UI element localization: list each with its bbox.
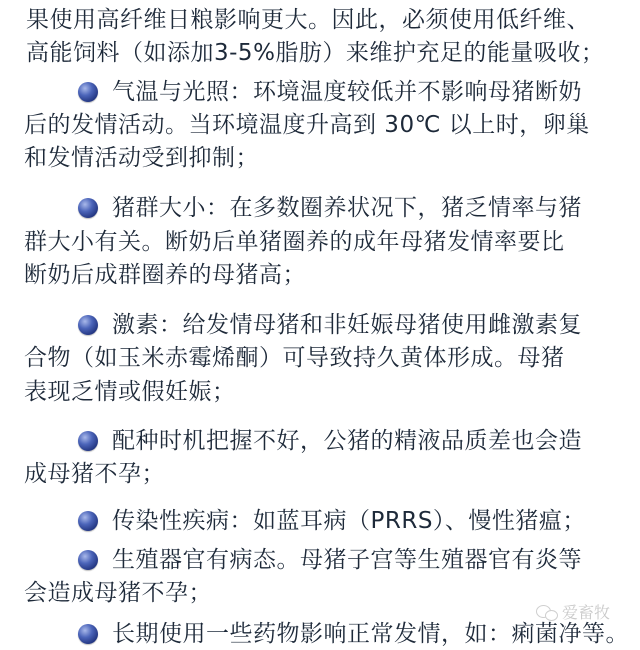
item-herd-size-line-3: 断奶后成群圈养的母猪高； bbox=[24, 262, 306, 288]
bullet-dot-icon bbox=[78, 82, 98, 102]
item-temperature-line-3: 和发情活动受到抑制； bbox=[24, 145, 259, 171]
bullet-dot-icon bbox=[78, 198, 98, 218]
item-hormone-first-line: 激素：给发情母猪和非妊娠母猪使用雌激素复 bbox=[112, 312, 582, 338]
item-herd-size-line-2: 群大小有关。断奶后单猪圈养的成年母猪发情率要比 bbox=[24, 229, 565, 255]
item-temperature-first-line: 气温与光照：环境温度较低并不影响母猪断奶 bbox=[112, 79, 582, 105]
watermark-text: 爱畜牧 bbox=[561, 603, 610, 622]
item-infectious-disease-line: 传染性疾病：如蓝耳病（PRRS）、慢性猪瘟； bbox=[112, 508, 586, 534]
bullet-dot-icon bbox=[78, 550, 98, 570]
watermark bbox=[536, 600, 610, 623]
item-hormone-line-2: 合物（如玉米赤霉烯酮）可导致持久黄体形成。母猪 bbox=[24, 345, 565, 371]
item-medication-line: 长期使用一些药物影响正常发情，如：痢菌净等。 bbox=[112, 621, 629, 647]
intro-line-2: 高能饲料（如添加3-5%脂肪）来维护充足的能量吸收； bbox=[26, 40, 605, 66]
bullet-dot-icon bbox=[78, 315, 98, 335]
bullet-dot-icon bbox=[78, 431, 98, 451]
bullet-dot-icon bbox=[78, 511, 98, 531]
item-hormone-line-3: 表现乏情或假妊娠； bbox=[24, 379, 236, 405]
intro-line-1: 果使用高纤维日粮影响更大。因此，必须使用低纤维、 bbox=[26, 7, 590, 33]
item-reproductive-organ-line-2: 会造成母猪不孕； bbox=[24, 580, 212, 606]
item-herd-size-first-line: 猪群大小：在多数圈养状况下，猪乏情率与猪 bbox=[112, 195, 582, 221]
bullet-dot-icon bbox=[78, 624, 98, 644]
wechat-icon bbox=[536, 604, 558, 620]
item-temperature-line-2: 后的发情活动。当环境温度升高到 30℃ 以上时，卵巢 bbox=[24, 112, 590, 138]
item-mating-timing-line-2: 成母猪不孕； bbox=[24, 461, 165, 487]
item-mating-timing-first-line: 配种时机把握不好，公猪的精液品质差也会造 bbox=[112, 428, 582, 454]
item-reproductive-organ-first-line: 生殖器官有病态。母猪子宫等生殖器官有炎等 bbox=[112, 547, 582, 573]
